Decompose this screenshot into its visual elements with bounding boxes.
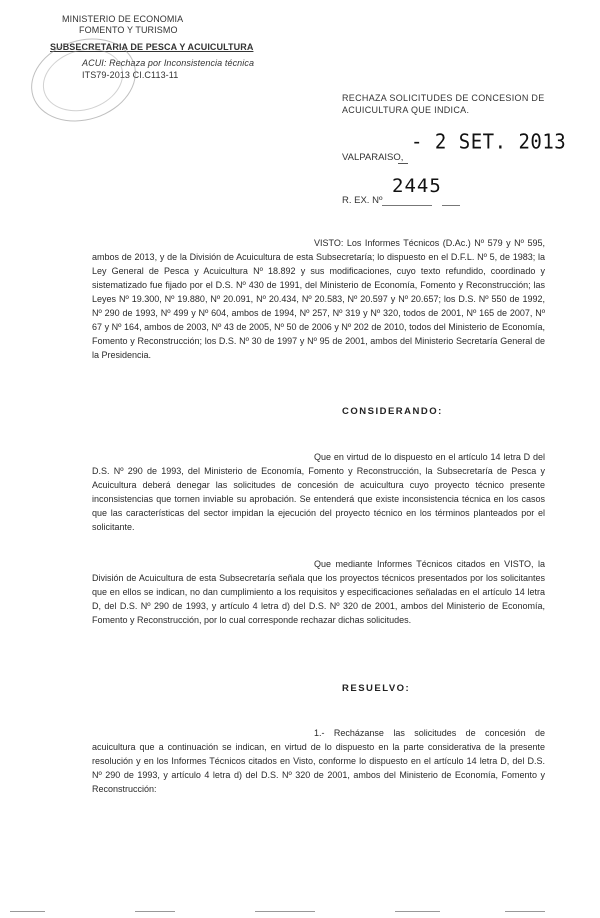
number-underline [382,205,432,206]
resuelvo-heading: RESUELVO: [342,683,411,694]
footer-mark-3 [255,911,315,912]
stamped-date: - 2 SET. 2013 [411,130,567,154]
visto-paragraph: VISTO: Los Informes Técnicos (D.Ac.) Nº 579 y Nº 595, ambos de 2013, y de la División de Acuicultura de esta Subsecretaría; lo dispuesto en el D.F.L. Nº 5, de 1983; la Ley General de Pesca y Acuicultura Nº 18.892 y sus modificaciones, cuyo texto refundido, coordinado y sistematizado fue fijado por el D.S. Nº 430 de 1991, del Ministerio de Economía, Fomento y Reconstrucción; las Leyes Nº 19.300, Nº 19.880, Nº 20.091, Nº 20.434, Nº 20.583, Nº 20.597 y Nº 20.657; los D.S. Nº 550 de 1992, Nº 290 de 1993, Nº 499 y Nº 604, ambos de 1994, Nº 257, Nº 319 y Nº 320, todos de 2001, Nº 165 de 2007, Nº 67 y Nº 164, ambos de 2003, Nº 43 de 2005, Nº 50 de 2006 y Nº 202 de 2010, todos del Ministerio de Economía, Fomento y Reconstrucción; los D.S. Nº 30 de 1997 y Nº 95 de 2001, ambos del Ministerio Secretaría General de la Presidencia. [92,238,545,360]
file-code: ITS79-2013 CI.C113-11 [82,70,179,80]
title-line-1: RECHAZA SOLICITUDES DE CONCESION DE [342,93,545,103]
resolution-label: R. EX. Nº [342,195,383,206]
ministry-subtitle: FOMENTO Y TURISMO [79,25,178,35]
resuelvo-paragraph-1: 1.- Recházanse las solicitudes de concesión de acuicultura que a continuación se indican, en virtud de lo dispuesto en la parte considerativa de la presente resolución y en los Informes Técnicos citados en Visto, conforme lo dispuesto en el artículo 14 letra D, del D.S. Nº 290 de 1993, y artículo 4 letra d) del D.S. Nº 320 de 2001, ambos del Ministerio de Economía, Fomento y Reconstrucción: [92,728,545,794]
reference-line: ACUI: Rechaza por Inconsistencia técnica [82,58,255,68]
resolution-number: 2445 [392,175,442,197]
title-line-2: ACUICULTURA QUE INDICA. [342,105,470,115]
subsecretaria-name: SUBSECRETARIA DE PESCA Y ACUICULTURA [50,42,254,52]
number-underline-2 [442,205,460,206]
considerando-paragraph-1: Que en virtud de lo dispuesto en el artículo 14 letra D del D.S. Nº 290 de 1993, del Ministerio de Economía, Fomento y Reconstrucción, la Subsecretaría de Pesca y Acuicultura deberá denegar las solicitudes de concesión de acuicultura cuyo proyecto técnico presente inconsistencias que tornen inviable su aprobación. Se entenderá que existe inconsistencia técnica en los casos que las características del sector impidan la ejecución del proyecto técnico en los términos planteados por el solicitante. [92,452,545,532]
document-title [342,92,545,116]
footer-mark-4 [395,911,440,912]
footer-mark-1 [10,911,45,912]
date-dash [398,163,408,164]
footer-mark-5 [505,911,545,912]
place-label: VALPARAISO, [342,152,404,163]
considerando-paragraph-2: Que mediante Informes Técnicos citados en VISTO, la División de Acuicultura de esta Subsecretaría señala que los proyectos técnicos presentados por los solicitantes que en ellos se indican, no dan cumplimiento a los requisitos y especificaciones señaladas en el artículo 14 letra D, del D.S. Nº 290 de 1993, y artículo 4 letra d) del D.S. Nº 320 de 2001, ambos del Ministerio de Economía, Fomento y Reconstrucción, por lo cual corresponde rechazar dichas solicitudes. [92,559,545,625]
footer-mark-2 [135,911,175,912]
ministry-name: MINISTERIO DE ECONOMIA [62,14,184,24]
considerando-heading: CONSIDERANDO: [342,406,443,417]
